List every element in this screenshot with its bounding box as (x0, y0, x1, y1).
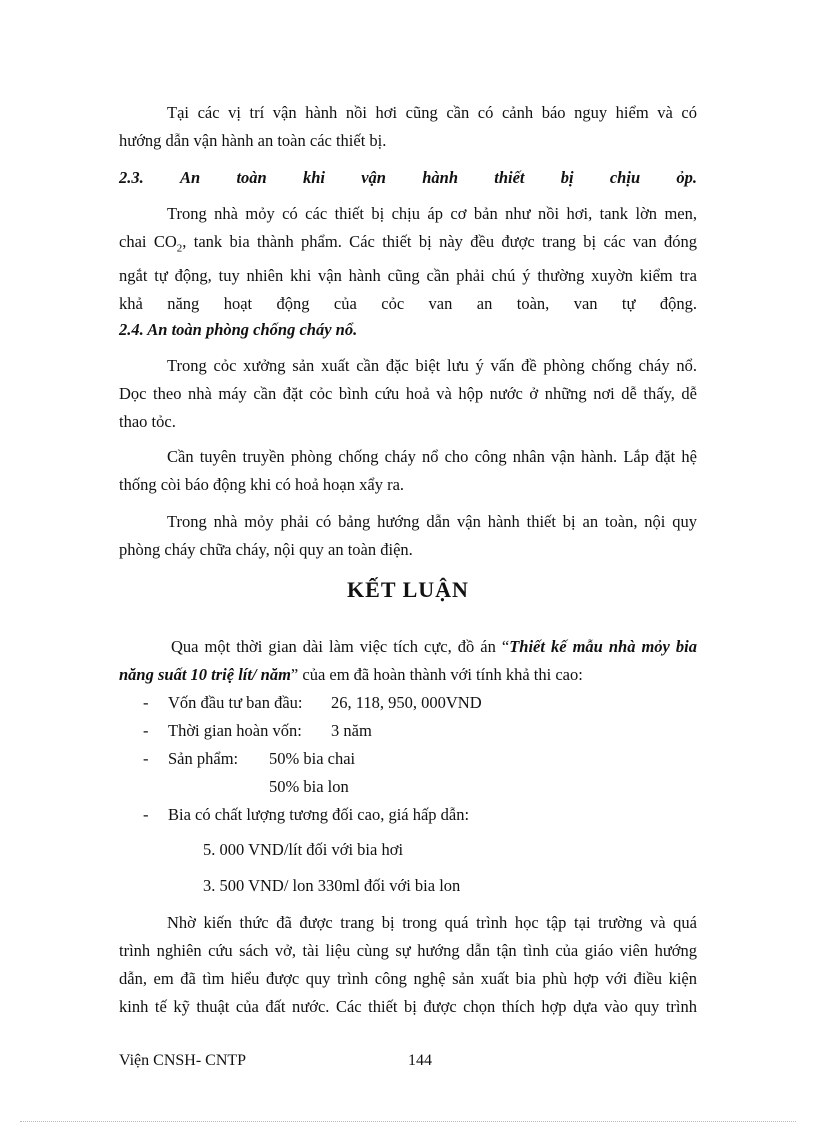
price-line: 3. 500 VND/ lon 330ml đối với bia lon (203, 876, 461, 895)
text-line: trình nghiên cứu sách vở, tài liệu cùng sự hướng dẫn tận tình của giáo viên hướng (119, 941, 697, 960)
section-2-3-heading (119, 164, 697, 192)
text-line: Trong nhà mỏy phải có bảng hướng dẫn vận hành thiết bị an toàn, nội quy (167, 512, 697, 531)
list-item-continuation: 50% bia lon (269, 777, 349, 796)
text-line: Dọc theo nhà máy cần đặt cỏc bình cứu hoả và hộp nước ở những nơi dễ thấy, dễ (119, 384, 697, 403)
text-line: Trong nhà mỏy có các thiết bị chịu áp cơ bản như nồi hơi, tank lờn men, (167, 204, 697, 223)
list-item: - Vốn đầu tư ban đầu: 26, 118, 950, 000VND (143, 693, 482, 712)
text-line: dẫn, em đã tìm hiểu được quy trình công nghệ sản xuất bia phù hợp với điều kiện (119, 969, 697, 988)
paragraph-pressure-equipment (119, 200, 697, 318)
text-line: Trong cỏc xưởng sản xuất cần đặc biệt lưu ý vấn đề phòng chống cháy nổ. (167, 356, 697, 375)
text-line: Qua một thời gian dài làm việc tích cực, đồ án “Thiết kế mẫu nhà mỏy bia (171, 637, 697, 656)
text-line: chai $CO_2$, tank bia thành phẩm. Các thiết bị này đều được trang bị các van đóng (119, 232, 697, 255)
text-line: phòng cháy chữa cháy, nội quy an toàn điện. (119, 540, 413, 559)
conclusion-intro (119, 633, 697, 689)
text-line: khả năng hoạt động của cỏc van an toàn, van tự động. (119, 294, 697, 314)
text-line: thao tỏc. (119, 412, 176, 431)
heading-word: 2.3. (119, 168, 144, 187)
price-list (119, 836, 697, 900)
heading-word: vận (361, 168, 386, 187)
text-line: Cần tuyên truyền phòng chống cháy nổ cho công nhân vận hành. Lắp đặt hệ (167, 447, 697, 466)
heading-word: An (180, 168, 201, 187)
conclusion-list (119, 689, 697, 829)
text-line: thống còi báo động khi có hoả hoạn xẩy ra. (119, 475, 405, 494)
closing-paragraph (119, 909, 697, 1021)
paragraph-warning (119, 99, 697, 155)
heading-word: ỏp. (676, 168, 697, 187)
price-line: 5. 000 VND/lít đối với bia hơi (203, 840, 404, 859)
paragraph-alarm (119, 443, 697, 499)
text-line: ngắt tự động, tuy nhiên khi vận hành cũng cần phải chú ý thường xuyờn kiểm tra (119, 266, 697, 286)
page-divider (20, 1121, 796, 1122)
conclusion-title: KẾT LUẬN (347, 577, 469, 602)
paragraph-fire-prevention (119, 352, 697, 436)
footer-page-number: 144 (408, 1052, 432, 1069)
heading-word: hành (422, 168, 458, 187)
footer-institute: Viện CNSH- CNTP (119, 1052, 247, 1069)
list-item: - Sản phẩm: 50% bia chai (143, 749, 356, 768)
text-line: hướng dẫn vận hành an toàn các thiết bị. (119, 131, 387, 150)
heading-word: toàn (236, 168, 267, 187)
heading-word: thiết (494, 168, 525, 187)
list-item: - Bia có chất lượng tương đối cao, giá hấp dẫn: (143, 805, 470, 824)
list-item: - Thời gian hoàn vốn: 3 năm (143, 721, 372, 740)
heading-word: khi (302, 168, 325, 187)
text-line: Nhờ kiến thức đã được trang bị trong quá trình học tập tại trường và quá (167, 913, 697, 932)
text-line: kinh tế kỹ thuật của đất nước. Các thiết bị được chọn thích hợp dựa vào quy trình (119, 997, 697, 1016)
heading-word: chịu (609, 168, 641, 187)
text-line: năng suất 10 triệ lít/ năm” của em đã hoàn thành với tính khả thi cao: (119, 665, 583, 684)
section-2-4-heading: 2.4. An toàn phòng chống cháy nổ. (119, 320, 358, 339)
heading-word: bị (560, 168, 574, 187)
paragraph-rules (119, 508, 697, 564)
text-line: Tại các vị trí vận hành nồi hơi cũng cần có cảnh báo nguy hiểm và có (167, 103, 697, 122)
